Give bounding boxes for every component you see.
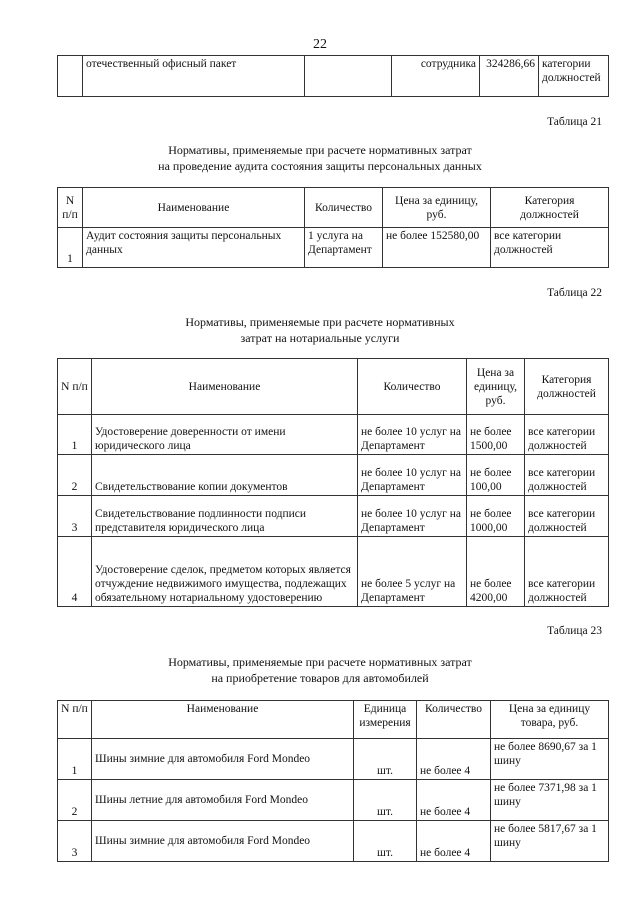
row-price: не более 4200,00 [467, 537, 525, 607]
row-quantity: не более 4 [417, 739, 491, 780]
row-price: не более 7371,98 за 1 шину [491, 780, 609, 821]
quantity-cell: сотрудника [392, 56, 480, 97]
table-row [58, 415, 609, 455]
empty-cell [305, 56, 392, 97]
col-quantity-header: Количество [358, 359, 467, 415]
row-category: все категории должностей [491, 228, 609, 268]
table23 [57, 700, 609, 862]
row-num: 2 [58, 455, 92, 496]
table-row [58, 739, 609, 780]
col-name-header: Наименование [83, 188, 305, 228]
col-num-header: N п/п [58, 701, 92, 739]
table22-caption [0, 314, 640, 346]
col-num-header: N п/п [58, 188, 83, 228]
col-name-header: Наименование [92, 359, 358, 415]
name-cell: отечественный офисный пакет [83, 56, 305, 97]
row-quantity: не более 4 [417, 780, 491, 821]
row-name: Свидетельствование подлинности подписи представителя юридического лица [92, 496, 358, 537]
table-header-row [58, 359, 609, 415]
row-num: 1 [58, 739, 92, 780]
row-num: 2 [58, 780, 92, 821]
table-row [58, 56, 609, 97]
row-quantity: не более 4 [417, 821, 491, 862]
row-unit: шт. [354, 821, 417, 862]
row-quantity: не более 10 услуг на Департамент [358, 455, 467, 496]
row-num: 3 [58, 496, 92, 537]
table23-caption [0, 654, 640, 686]
table22-caption-line1: Нормативы, применяемые при расчете нормативных [185, 315, 455, 329]
row-price: не более 152580,00 [383, 228, 491, 268]
row-name: Шины зимние для автомобиля Ford Mondeo [92, 821, 354, 862]
row-name: Удостоверение доверенности от имени юридического лица [92, 415, 358, 455]
col-price-header: Цена за единицу, руб. [467, 359, 525, 415]
row-price: не более 1000,00 [467, 496, 525, 537]
row-price: не более 8690,67 за 1 шину [491, 739, 609, 780]
row-quantity: не более 10 услуг на Департамент [358, 415, 467, 455]
table-row [58, 228, 609, 268]
table23-label: Таблица 23 [547, 625, 602, 637]
num-cell [58, 56, 83, 97]
col-price-header: Цена за единицу, руб. [383, 188, 491, 228]
table21-caption-line2: на проведение аудита состояния защиты персональных данных [158, 159, 482, 173]
table21-caption-line1: Нормативы, применяемые при расчете нормативных затрат [168, 143, 472, 157]
row-num: 4 [58, 537, 92, 607]
row-num: 3 [58, 821, 92, 862]
col-quantity-header: Количество [305, 188, 383, 228]
table22-caption-line2: затрат на нотариальные услуги [240, 331, 400, 345]
table21 [57, 187, 609, 268]
row-category: все категории должностей [525, 496, 609, 537]
table21-caption [0, 142, 640, 174]
col-num-header: N п/п [58, 359, 92, 415]
table21-label: Таблица 21 [547, 116, 602, 128]
col-category-header: Категория должностей [491, 188, 609, 228]
col-unit-header: Единица измерения [354, 701, 417, 739]
table23-caption-line1: Нормативы, применяемые при расчете нормативных затрат [168, 655, 472, 669]
table-row [58, 821, 609, 862]
row-category: все категории должностей [525, 455, 609, 496]
table-row [58, 780, 609, 821]
row-quantity: не более 10 услуг на Департамент [358, 496, 467, 537]
table-row [58, 496, 609, 537]
table-header-row [58, 188, 609, 228]
table-row [58, 537, 609, 607]
row-name: Шины летние для автомобиля Ford Mondeo [92, 780, 354, 821]
row-name: Аудит состояния защиты персональных данных [83, 228, 305, 268]
col-quantity-header: Количество [417, 701, 491, 739]
continuation-table [57, 55, 609, 97]
col-price-header: Цена за единицу товара, руб. [491, 701, 609, 739]
row-category: все категории должностей [525, 415, 609, 455]
table22 [57, 358, 609, 607]
table23-caption-line2: на приобретение товаров для автомобилей [211, 671, 429, 685]
row-num: 1 [58, 228, 83, 268]
table-row [58, 455, 609, 496]
row-num: 1 [58, 415, 92, 455]
row-price: не более 5817,67 за 1 шину [491, 821, 609, 862]
row-category: все категории должностей [525, 537, 609, 607]
table-header-row [58, 701, 609, 739]
col-name-header: Наименование [92, 701, 354, 739]
col-category-header: Категория должностей [525, 359, 609, 415]
row-quantity: не более 5 услуг на Департамент [358, 537, 467, 607]
table22-label: Таблица 22 [547, 287, 602, 299]
row-name: Шины зимние для автомобиля Ford Mondeo [92, 739, 354, 780]
row-unit: шт. [354, 780, 417, 821]
row-price: не более 1500,00 [467, 415, 525, 455]
row-name: Свидетельствование копии документов [92, 455, 358, 496]
row-quantity: 1 услуга на Департамент [305, 228, 383, 268]
row-name: Удостоверение сделок, предметом которых является отчуждение недвижимого имущества, подлежащих обязательному нотариальному удостоверению [92, 537, 358, 607]
row-unit: шт. [354, 739, 417, 780]
row-price: не более 100,00 [467, 455, 525, 496]
category-cell: категории должностей [539, 56, 609, 97]
page-number: 22 [313, 37, 327, 52]
price-cell: 324286,66 [480, 56, 539, 97]
